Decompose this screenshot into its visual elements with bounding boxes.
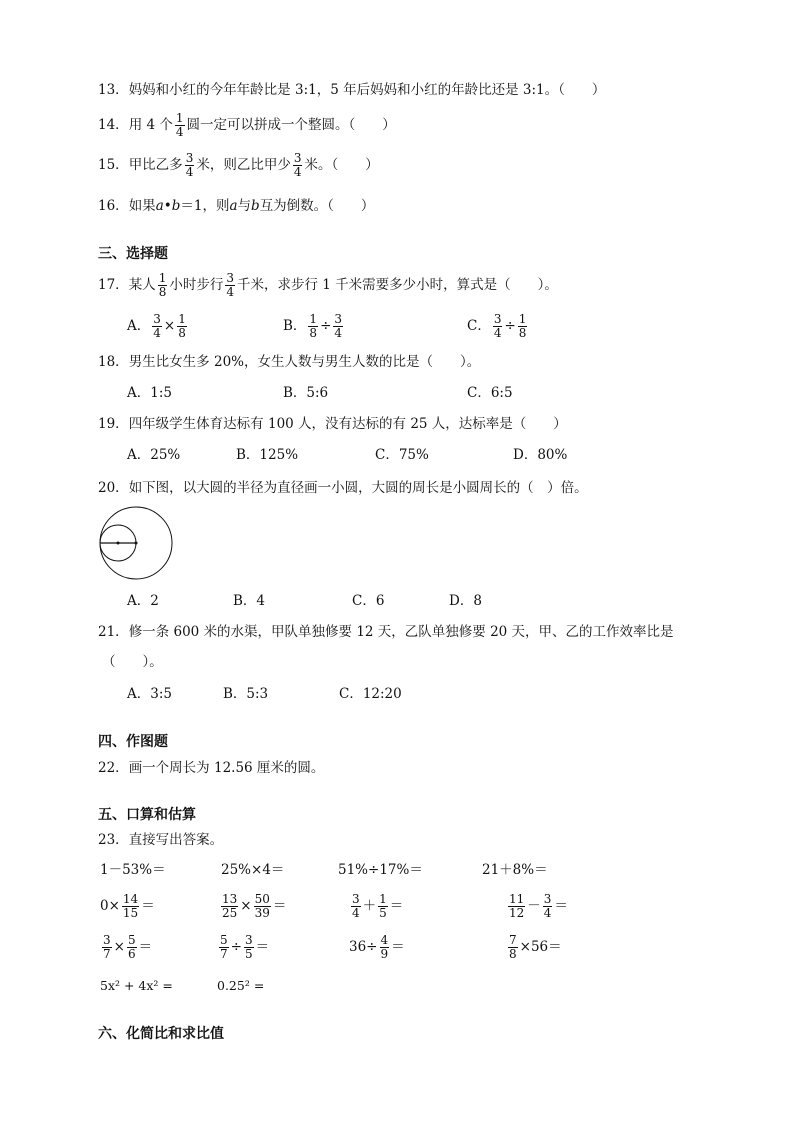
calc-7 <box>349 893 403 920</box>
question-number: 14． <box>98 117 129 133</box>
question-16 <box>98 196 374 216</box>
calc-1: 1－53%＝ <box>100 862 166 878</box>
numerator: 5 <box>127 933 136 947</box>
operator: ÷ <box>230 939 242 955</box>
section-heading-choice: 三、选择题 <box>98 246 168 262</box>
numerator: 11 <box>509 892 525 906</box>
question-number: 16． <box>98 198 129 214</box>
option-19d[interactable]: D．80% <box>513 447 568 463</box>
operator: × <box>113 939 125 955</box>
calc-5 <box>100 893 155 920</box>
numerator: 3 <box>226 271 234 285</box>
denominator: 7 <box>103 947 111 961</box>
question-text: 甲比乙多 <box>128 157 183 173</box>
fraction <box>333 313 343 340</box>
numerator: 14 <box>122 892 139 906</box>
fraction <box>152 313 162 340</box>
numerator: 1 <box>178 312 186 326</box>
fraction <box>175 112 185 139</box>
question-text: 如下图，以大圆的半径为直径画一小圆，大圆的周长是小圆周长的（ ）倍。 <box>128 480 588 496</box>
numerator: 1 <box>158 271 167 285</box>
denominator: 8 <box>509 947 517 961</box>
denominator: 9 <box>380 947 389 961</box>
question-number: 23． <box>98 832 129 848</box>
expression-text: ＝ <box>141 898 155 914</box>
option-label: A． <box>127 318 151 334</box>
fraction <box>308 313 318 340</box>
fraction <box>102 934 112 961</box>
option-17c[interactable] <box>467 313 529 340</box>
denominator: 5 <box>379 906 387 920</box>
expression-text: ＝ <box>389 898 404 914</box>
calc-12 <box>506 934 562 961</box>
expression-text: ×56＝ <box>519 939 562 955</box>
numerator: 3 <box>153 312 161 326</box>
denominator: 12 <box>509 906 525 920</box>
question-number: 13． <box>98 82 129 98</box>
denominator: 4 <box>153 326 161 340</box>
denominator: 8 <box>309 326 318 340</box>
numerator: 1 <box>518 312 527 326</box>
question-text: ＝1，则 <box>180 198 230 214</box>
expression-text: ＝ <box>255 939 270 955</box>
numerator: 1 <box>379 892 387 906</box>
question-19 <box>98 414 567 434</box>
option-19a[interactable]: A．25% <box>127 447 181 463</box>
large-center-point <box>135 542 138 545</box>
numerator: 3 <box>185 151 194 165</box>
question-text: 修一条 600 米的水渠，甲队单独修要 12 天，乙队单独修要 20 天，甲、乙的工作效率比是 <box>128 624 674 640</box>
fraction <box>508 893 525 920</box>
expression-text: ＝ <box>391 939 405 955</box>
operator: × <box>163 318 176 334</box>
question-text: 如果 <box>128 198 156 214</box>
operator: ＋ <box>362 898 377 914</box>
denominator: 25 <box>222 906 238 920</box>
question-14 <box>98 112 396 139</box>
question-text: 小时步行 <box>169 277 224 293</box>
denominator: 4 <box>293 165 302 179</box>
fraction <box>380 934 390 961</box>
question-text: 四年级学生体育达标有 100 人，没有达标的有 25 人，达标率是（ ） <box>128 416 567 432</box>
question-number: 17． <box>98 277 129 293</box>
calc-10 <box>217 934 269 961</box>
expression-text: 36÷ <box>349 939 378 955</box>
option-20c[interactable]: C．6 <box>352 593 385 609</box>
question-text: 画一个周长为 12.56 厘米的圆。 <box>128 760 325 776</box>
numerator: 1 <box>175 111 184 125</box>
question-text: 妈妈和小红的今年年龄比是 3:1，5 年后妈妈和小红的年龄比还是 3:1。（ ） <box>128 82 606 98</box>
numerator: 3 <box>352 892 360 906</box>
question-text: 圆一定可以拼成一个整圆。（ ） <box>186 117 396 133</box>
variable-b: b <box>171 198 181 214</box>
fraction <box>351 893 361 920</box>
calc-11 <box>349 934 405 961</box>
numerator: 4 <box>380 933 389 947</box>
question-20 <box>98 478 588 498</box>
option-21a[interactable]: A．3:5 <box>127 686 172 702</box>
question-text: 千米，求步行 1 千米需要多少小时，算式是（ ）。 <box>236 277 558 293</box>
fraction <box>225 272 235 299</box>
operator: × <box>240 898 252 914</box>
option-18a[interactable]: A．1:5 <box>127 385 172 401</box>
operator: ÷ <box>320 318 332 334</box>
fraction <box>378 893 388 920</box>
option-21c[interactable]: C．12:20 <box>339 686 402 702</box>
dot-operator: • <box>163 198 172 214</box>
denominator: 4 <box>334 326 343 340</box>
numerator: 1 <box>309 312 318 326</box>
variable-b: b <box>251 198 260 214</box>
expression-text: ＝ <box>138 939 153 955</box>
section-heading-ratio: 六、化简比和求比值 <box>98 1026 224 1042</box>
expression-text: 0× <box>100 898 120 914</box>
question-23 <box>98 830 223 850</box>
calc-14: 0.25² = <box>217 978 265 993</box>
question-number: 19． <box>98 416 129 432</box>
numerator: 3 <box>543 892 552 906</box>
fraction <box>244 934 254 961</box>
denominator: 8 <box>518 326 527 340</box>
fraction <box>254 893 271 920</box>
numerator: 3 <box>244 933 253 947</box>
option-17b[interactable] <box>283 313 345 340</box>
option-label: C． <box>467 318 491 334</box>
question-text: 某人 <box>128 277 156 293</box>
question-text: 与 <box>237 198 252 214</box>
question-17 <box>98 272 558 299</box>
numerator: 50 <box>254 892 270 906</box>
denominator: 4 <box>543 906 552 920</box>
calc-2: 25%×4＝ <box>221 862 285 878</box>
numerator: 3 <box>334 312 343 326</box>
option-18c[interactable]: C．6:5 <box>467 385 513 401</box>
question-text: 直接写出答案。 <box>128 832 224 848</box>
calc-8 <box>506 893 568 920</box>
denominator: 4 <box>352 906 360 920</box>
question-13 <box>98 80 605 100</box>
option-17a[interactable] <box>127 313 189 340</box>
option-20b[interactable]: B．4 <box>233 593 266 609</box>
option-20a[interactable]: A．2 <box>127 593 159 609</box>
fraction <box>493 313 503 340</box>
question-text: 互为倒数。（ ） <box>259 198 375 214</box>
operator: － <box>527 898 541 914</box>
numerator: 3 <box>103 933 111 947</box>
denominator: 4 <box>185 165 194 179</box>
numerator: 7 <box>509 933 517 947</box>
calc-13: 5x² + 4x² = <box>100 978 173 993</box>
fraction <box>543 893 553 920</box>
question-number: 15． <box>98 157 129 173</box>
fraction <box>185 152 195 179</box>
numerator: 3 <box>293 151 302 165</box>
fraction <box>127 934 137 961</box>
denominator: 39 <box>254 906 270 920</box>
numerator: 3 <box>493 312 502 326</box>
operator: ÷ <box>504 318 516 334</box>
question-number: 22． <box>98 760 129 776</box>
fraction <box>158 272 168 299</box>
question-15 <box>98 152 379 179</box>
calc-4: 21＋8%＝ <box>482 862 548 878</box>
denominator: 8 <box>158 285 167 299</box>
option-19b[interactable]: B．125% <box>236 447 299 463</box>
denominator: 15 <box>122 906 139 920</box>
fraction <box>221 893 238 920</box>
option-21b[interactable]: B．5:3 <box>223 686 269 702</box>
calc-6 <box>219 893 286 920</box>
question-21-line2: （ ）。 <box>102 654 163 670</box>
option-19c[interactable]: C．75% <box>375 447 429 463</box>
numerator: 13 <box>222 892 238 906</box>
denominator: 4 <box>493 326 502 340</box>
section-heading-drawing: 四、作图题 <box>98 734 168 750</box>
numerator: 5 <box>220 933 228 947</box>
section-heading-mental-math: 五、口算和估算 <box>98 807 196 823</box>
fraction <box>508 934 518 961</box>
fraction <box>219 934 229 961</box>
question-number: 18． <box>98 354 129 370</box>
expression-text: ＝ <box>272 898 287 914</box>
small-center-point <box>117 542 120 545</box>
denominator: 8 <box>178 326 186 340</box>
variable-a: a <box>155 198 164 214</box>
option-label: B． <box>283 318 307 334</box>
denominator: 4 <box>226 285 234 299</box>
expression-text: ＝ <box>554 898 568 914</box>
variable-a: a <box>229 198 238 214</box>
fraction <box>293 152 303 179</box>
denominator: 5 <box>244 947 253 961</box>
option-20d[interactable]: D．8 <box>449 593 482 609</box>
fraction <box>518 313 528 340</box>
question-text: 用 4 个 <box>128 117 173 133</box>
question-21 <box>98 622 674 642</box>
fraction <box>177 313 187 340</box>
question-text: 男生比女生多 20%，女生人数与男生人数的比是（ ）。 <box>128 354 481 370</box>
option-18b[interactable]: B．5:6 <box>283 385 329 401</box>
denominator: 7 <box>220 947 228 961</box>
question-number: 20． <box>98 480 129 496</box>
circle-diagram <box>97 504 175 582</box>
question-18 <box>98 352 480 372</box>
question-22 <box>98 758 324 778</box>
fraction <box>122 893 139 920</box>
question-text: 米。（ ） <box>304 157 379 173</box>
question-text: 米，则乙比甲少 <box>196 157 291 173</box>
calc-3: 51%÷17%＝ <box>338 862 423 878</box>
question-number: 21． <box>98 624 129 640</box>
denominator: 6 <box>127 947 136 961</box>
denominator: 4 <box>175 125 184 139</box>
calc-9 <box>100 934 152 961</box>
